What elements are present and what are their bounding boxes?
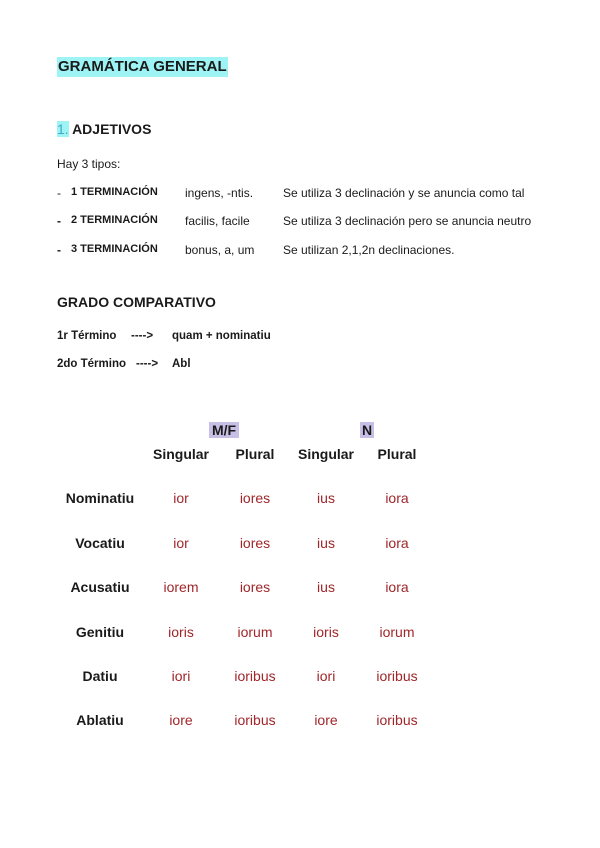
item-description: Se utilizan 2,1,2n declinaciones. xyxy=(283,243,455,257)
table-cell: ius xyxy=(317,535,335,551)
table-cell: iore xyxy=(314,712,338,728)
case-label: Nominatiu xyxy=(65,490,135,506)
table-cell: ioris xyxy=(168,624,194,640)
arrow: ----> xyxy=(136,358,159,370)
item-name: 2 TERMINACIÓN xyxy=(71,214,158,226)
term-value: Abl xyxy=(172,358,191,370)
table-cell: ioribus xyxy=(234,712,276,728)
table-cell: iora xyxy=(385,535,409,551)
case-label: Vocatiu xyxy=(75,535,125,551)
column-header: Plural xyxy=(377,446,417,462)
list-bullet: - xyxy=(57,186,61,200)
table-cell: ioribus xyxy=(234,668,276,684)
item-description: Se utiliza 3 declinación y se anuncia como tal xyxy=(283,186,525,200)
case-label: Ablatiu xyxy=(76,712,124,728)
table-cell: iora xyxy=(385,490,409,506)
table-cell: ius xyxy=(317,490,335,506)
item-example: facilis, facile xyxy=(185,214,250,228)
item-example: bonus, a, um xyxy=(185,243,255,257)
section-heading-adjetivos xyxy=(57,120,151,138)
section-number: 1. xyxy=(57,121,69,137)
table-cell: ioris xyxy=(313,624,339,640)
table-cell: iori xyxy=(171,668,191,684)
case-label: Genitiu xyxy=(75,624,125,640)
table-cell: iores xyxy=(239,535,271,551)
column-header: Plural xyxy=(235,446,275,462)
item-name: 1 TERMINACIÓN xyxy=(71,186,158,198)
item-example: ingens, -ntis. xyxy=(185,186,254,200)
column-header: Singular xyxy=(297,446,354,462)
section-intro: Hay 3 tipos: xyxy=(57,157,121,171)
table-cell: ioribus xyxy=(376,712,418,728)
case-label: Datiu xyxy=(82,668,118,684)
list-bullet: - xyxy=(57,214,61,228)
group-header-mf: M/F xyxy=(209,422,239,438)
table-cell: iores xyxy=(239,490,271,506)
table-cell: ius xyxy=(317,579,335,595)
table-cell: iore xyxy=(169,712,193,728)
table-cell: ior xyxy=(173,490,189,506)
table-cell: iores xyxy=(239,579,271,595)
term-label: 2do Término xyxy=(57,358,127,370)
table-cell: iorum xyxy=(237,624,273,640)
comparativo-heading: GRADO COMPARATIVO xyxy=(57,294,216,310)
table-cell: iorum xyxy=(379,624,415,640)
case-label: Acusatiu xyxy=(70,579,130,595)
term-label: 1r Término xyxy=(57,330,117,342)
item-name: 3 TERMINACIÓN xyxy=(71,243,158,255)
table-cell: iora xyxy=(385,579,409,595)
table-cell: ior xyxy=(173,535,189,551)
document-title: GRAMÁTICA GENERAL xyxy=(58,58,227,75)
column-header: Singular xyxy=(152,446,209,462)
section-title: ADJETIVOS xyxy=(72,121,152,137)
item-description: Se utiliza 3 declinación pero se anuncia neutro xyxy=(283,214,532,228)
table-cell: ioribus xyxy=(376,668,418,684)
group-header-n: N xyxy=(362,422,373,438)
list-bullet: - xyxy=(57,243,61,257)
term-value: quam + nominatiu xyxy=(172,330,271,342)
table-cell: iorem xyxy=(163,579,199,595)
table-cell: iori xyxy=(316,668,336,684)
arrow: ----> xyxy=(131,330,154,342)
